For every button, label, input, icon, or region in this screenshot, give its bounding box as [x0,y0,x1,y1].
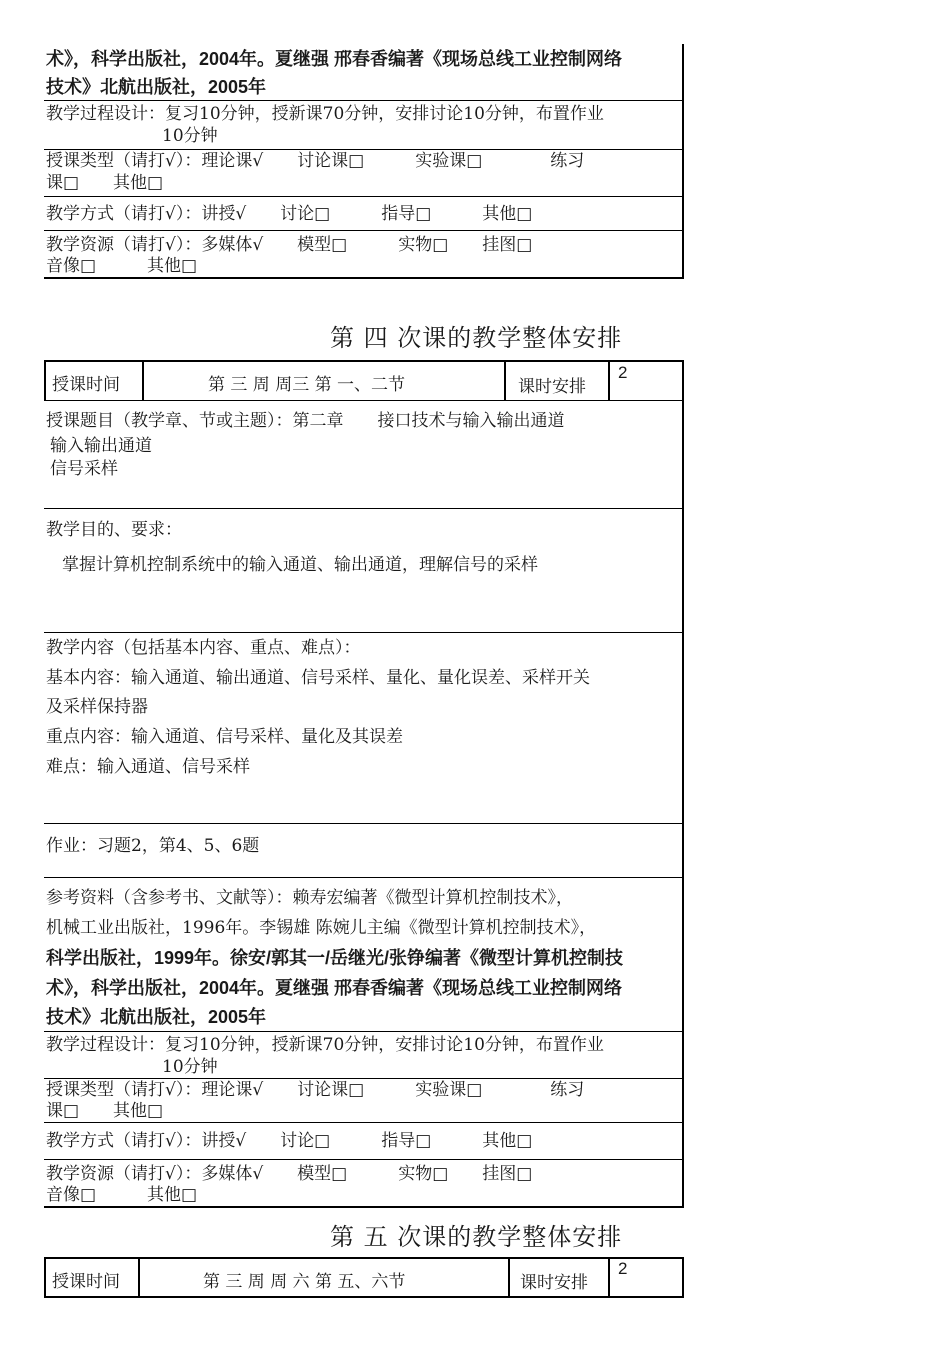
teaching-resource-text: 音像□ 其他□ [46,256,198,276]
cell-divider [138,1257,140,1297]
reference-line: 术》，科学出版社，2004年。夏继强 邢春香编著《现场总线工业控制网络 [46,978,623,998]
reference-line: 技术》北航出版社，2005年 [46,1007,267,1027]
row-divider [44,823,684,824]
reference-line: 科学出版社，1999年。徐安/郭其一/岳继光/张铮编著《微型计算机控制技 [46,948,624,968]
row-divider [44,1159,684,1160]
reference-line: 机械工业出版社，1996年。李锡雄 陈婉儿主编《微型计算机控制技术》， [46,918,597,938]
time-value: 第 三 周 周 六 第 五、六节 [203,1272,406,1292]
lesson-type-text: 课□ 其他□ [46,173,164,193]
lesson-type-text: 课□ 其他□ [46,1101,164,1121]
table-border-right [682,360,684,1208]
table-border-top [44,1257,684,1259]
row-divider [44,632,684,633]
lesson-heading: 第 五 次课的教学整体安排 [330,1223,623,1251]
teaching-method-text: 教学方式（请打√）：讲授√ 讨论□ 指导□ 其他□ [46,1131,533,1151]
row-divider [44,1078,684,1079]
lesson-type-text: 授课类型（请打√）：理论课√ 讨论课□ 实验课□ 练习 [46,1080,585,1100]
content-difficult: 难点：输入通道、信号采样 [46,757,250,777]
teaching-resource-text: 教学资源（请打√）：多媒体√ 模型□ 实物□ 挂图□ [46,235,533,255]
hours-value: 2 [618,1259,628,1278]
goal-text: 掌握计算机控制系统中的输入通道、输出通道，理解信号的采样 [62,555,538,575]
cell-divider [142,360,144,401]
reference-line: 技术》北航出版社，2005年 [46,77,267,97]
content-key: 重点内容：输入通道、信号采样、量化及其误差 [46,727,403,747]
teaching-resource-text: 教学资源（请打√）：多媒体√ 模型□ 实物□ 挂图□ [46,1164,533,1184]
cell-divider [504,360,506,401]
row-divider [44,230,684,231]
reference-line: 术》，科学出版社，2004年。夏继强 邢春香编著《现场总线工业控制网络 [46,49,623,69]
process-design-text: 教学过程设计：复习10分钟，授新课70分钟，安排讨论10分钟，布置作业 [46,1035,604,1055]
hours-label: 课时安排 [520,1273,588,1293]
cell-divider [508,1257,510,1297]
reference-line: 参考资料（含参考书、文献等）：赖寿宏编著《微型计算机控制技术》， [46,888,573,908]
row-divider [44,1122,684,1123]
teaching-resource-text: 音像□ 其他□ [46,1185,198,1205]
time-label: 授课时间 [52,1272,120,1292]
teaching-method-text: 教学方式（请打√）：讲授√ 讨论□ 指导□ 其他□ [46,204,533,224]
table-border-left [44,360,46,401]
table-border-left [44,1257,46,1297]
table-border-right [682,1257,684,1297]
content-basic: 基本内容：输入通道、输出通道、信号采样、量化、量化误差、采样开关 [46,668,590,688]
row-divider [44,400,684,401]
lesson-heading: 第 四 次课的教学整体安排 [330,324,623,352]
process-design-text: 10分钟 [162,126,218,146]
homework-text: 作业：习题2，第4、5、6题 [46,836,260,856]
table-border-top [44,360,684,362]
table-border-bottom [44,277,684,279]
topic-text: 输入输出通道 [50,436,152,456]
cell-divider [608,360,610,401]
row-divider [44,196,684,197]
row-divider [44,508,684,509]
row-divider [44,1031,684,1032]
lesson-type-text: 授课类型（请打√）：理论课√ 讨论课□ 实验课□ 练习 [46,151,585,171]
cell-divider [608,1257,610,1297]
time-label: 授课时间 [52,375,120,395]
process-design-text: 教学过程设计：复习10分钟，授新课70分钟，安排讨论10分钟，布置作业 [46,104,604,124]
hours-label: 课时安排 [518,377,586,397]
goal-label: 教学目的、要求： [46,520,182,540]
topic-text: 授课题目（教学章、节或主题）：第二章 接口技术与输入输出通道 [46,411,565,431]
row-divider [44,149,684,150]
table-border-bottom [44,1206,684,1208]
content-basic: 及采样保持器 [46,697,148,717]
topic-text: 信号采样 [50,459,118,479]
table-border-right [682,44,684,278]
row-divider [44,877,684,878]
table-border-bottom [44,1296,684,1298]
hours-value: 2 [618,363,628,382]
row-divider [44,100,684,101]
content-label: 教学内容（包括基本内容、重点、难点）： [46,638,361,658]
process-design-text: 10分钟 [162,1057,218,1077]
time-value: 第 三 周 周三 第 一、二节 [208,375,406,395]
